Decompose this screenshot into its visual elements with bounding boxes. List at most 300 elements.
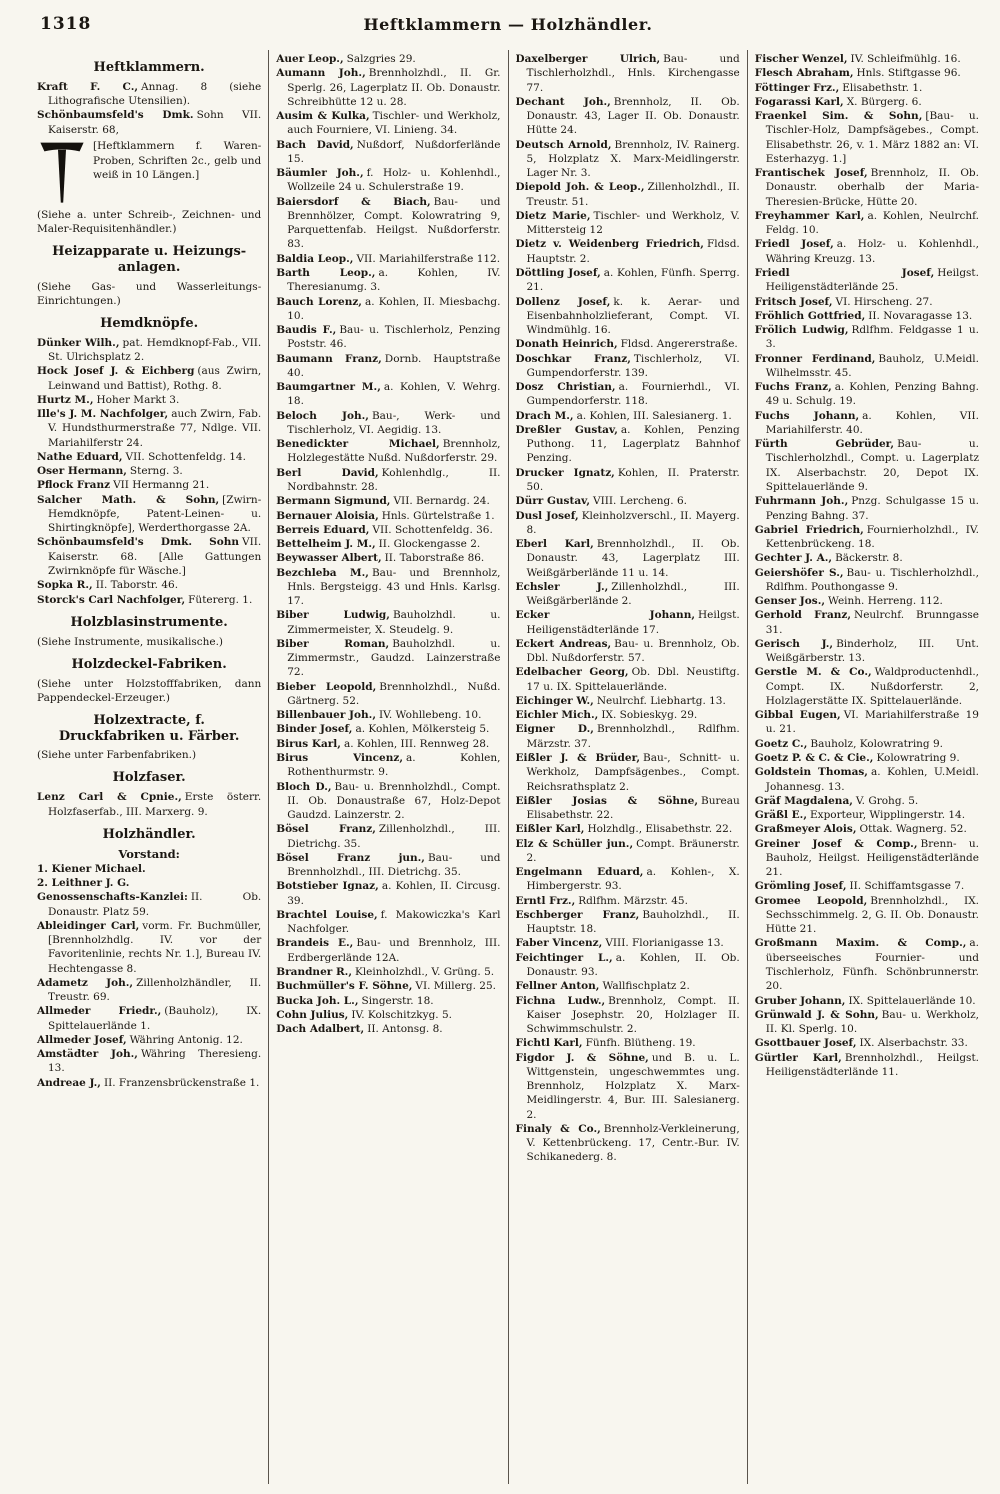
entry-name: Berl David, bbox=[276, 466, 379, 479]
directory-entry bbox=[276, 66, 500, 109]
entry-detail: II. Novaragasse 13. bbox=[868, 309, 973, 322]
directory-entry bbox=[516, 423, 740, 466]
entry-name: Schönbaumsfeld's Dmk. Sohn bbox=[37, 536, 240, 549]
directory-entry bbox=[755, 637, 979, 666]
directory-entry bbox=[755, 266, 979, 295]
column-4 bbox=[747, 50, 986, 1484]
directory-entry bbox=[37, 1047, 261, 1076]
entry-name: Binder Josef, bbox=[276, 723, 353, 736]
tack-icon bbox=[38, 141, 86, 205]
directory-entry bbox=[755, 894, 979, 937]
entry-name: Schönbaumsfeld's Dmk. bbox=[37, 109, 194, 122]
entry-name: Cohn Julius, bbox=[276, 1008, 349, 1021]
directory-entry bbox=[755, 352, 979, 381]
entry-detail: VII. Schottenfeldg. 36. bbox=[372, 523, 493, 536]
directory-entry bbox=[755, 66, 979, 80]
directory-entry bbox=[37, 493, 261, 536]
directory-entry bbox=[516, 865, 740, 894]
directory-entry bbox=[276, 936, 500, 965]
directory-entry bbox=[755, 1008, 979, 1037]
entry-name: Föttinger Frz., bbox=[754, 81, 840, 94]
entry-name: Donath Heinrich, bbox=[515, 338, 618, 351]
entry-name: Gechter J. A., bbox=[754, 552, 833, 565]
entry-name: Diepold Joh. & Leop., bbox=[515, 181, 645, 194]
entry-name: Fronner Ferdinand, bbox=[754, 352, 876, 365]
directory-entry bbox=[276, 509, 500, 523]
entry-detail: Bau- und Tischlerholzhdl., Hnls. Kirchengasse 77. bbox=[526, 53, 740, 94]
entry-name: Erntl Frz., bbox=[515, 894, 576, 907]
entry-detail: Compt. Bräunerstr. 2. bbox=[526, 837, 740, 864]
directory-entry bbox=[516, 794, 740, 823]
entry-name: Edelbacher Georg, bbox=[515, 666, 629, 679]
directory-entry bbox=[516, 994, 740, 1037]
directory-entry bbox=[516, 537, 740, 580]
directory-entry bbox=[276, 1008, 500, 1022]
directory-entry bbox=[276, 780, 500, 823]
directory-entry bbox=[37, 876, 261, 890]
entry-name: Gräßl E., bbox=[754, 809, 807, 822]
entry-name: Dosz Christian, bbox=[515, 381, 616, 394]
entry-detail: Fournierholzhdl., IV. Kettenbrückeng. 18. bbox=[765, 523, 979, 551]
page-title: Heftklammern — Holzhändler. bbox=[363, 15, 653, 34]
entry-detail: IX. Spittelauerlände 10. bbox=[848, 994, 976, 1007]
entry-detail: Bau- u. Tischlerholzhdl., Rdlfhm. Pouthongasse 9. bbox=[765, 566, 979, 593]
entry-detail: Bauholzhdl. u. Zimmermstr., Gaudzd. Lainzerstraße 72. bbox=[287, 637, 501, 679]
entry-name: Benedickter Michael, bbox=[276, 438, 440, 451]
entry-name: Kraft F. C., bbox=[37, 80, 139, 93]
entry-detail: Brennholzhdl., Nußd. Gärtnerg. 52. bbox=[287, 680, 501, 707]
directory-entry bbox=[276, 637, 500, 680]
entry-detail: Brennholz, II. Ob. Donaustr. oberhalb der Maria-Theresien-Brücke, Hütte 20. bbox=[765, 167, 979, 208]
entry-detail: a. Kohlen, Neulrchf. Feldg. 10. bbox=[765, 209, 979, 237]
directory-entry bbox=[516, 1051, 740, 1122]
directory-entry bbox=[37, 450, 261, 464]
entry-name: Brandner R., bbox=[276, 966, 352, 978]
directory-entry bbox=[37, 108, 261, 137]
entry-detail: Zillenholzhdl., III. Weißgärberlände 2. bbox=[526, 580, 740, 608]
entry-name: 1. Kiener Michael. bbox=[37, 862, 146, 875]
entry-name: Eißler Josias & Söhne, bbox=[515, 794, 699, 807]
entry-detail: Neulrchf. Brunngasse 31. bbox=[765, 609, 979, 636]
entry-detail: Fütererg. 1. bbox=[188, 593, 253, 606]
entry-name: Fichna Ludw., bbox=[515, 994, 606, 1007]
directory-entry bbox=[755, 494, 979, 523]
directory-entry bbox=[37, 535, 261, 578]
entry-detail: Elisabethstr. 1. bbox=[842, 81, 923, 94]
entry-name: Faber Vincenz, bbox=[515, 937, 603, 950]
directory-entry bbox=[516, 337, 740, 351]
directory-entry bbox=[276, 751, 500, 780]
section-heading: Heizapparate u. Heizungs-anlagen. bbox=[52, 244, 247, 275]
directory-entry bbox=[516, 52, 740, 95]
entry-detail: Bauholzhdl. u. Zimmermeister, X. Steudelg. 9. bbox=[287, 609, 501, 636]
directory-entry bbox=[276, 1022, 500, 1036]
entry-detail: Hnls. Gürtelstraße 1. bbox=[381, 509, 495, 522]
entry-name: Gerhold Franz, bbox=[754, 609, 852, 622]
entry-detail: Brennholzhdl., II. Gr. Sperlg. 26, Lagerplatz II. Ob. Donaustr. Schreibhütte 12 u. 28. bbox=[287, 67, 501, 108]
directory-entry bbox=[37, 1033, 261, 1047]
directory-entry bbox=[37, 919, 261, 976]
directory-entry bbox=[276, 437, 500, 466]
entry-detail: a. Kohlen, III. Rennweg 28. bbox=[343, 737, 490, 750]
entry-name: Dusl Josef, bbox=[515, 509, 579, 522]
directory-entry bbox=[755, 295, 979, 309]
entry-name: Engelmann Eduard, bbox=[515, 866, 644, 879]
entry-detail: Brennholz, Holzlegestätte Nußd. Nußdorferstr. 29. bbox=[287, 438, 501, 465]
entry-name: Fuhrmann Joh., bbox=[754, 495, 849, 508]
entry-name: Gabriel Friedrich, bbox=[754, 523, 864, 536]
entry-detail: Bau- u. Brennholz, Ob. Dbl. Nußdorferstr. 57. bbox=[526, 637, 740, 665]
entry-detail: Singerstr. 18. bbox=[361, 994, 434, 1007]
entry-detail: a. Kohlen, U.Meidl. Johannesg. 13. bbox=[765, 766, 979, 793]
entry-name: Daxelberger Ulrich, bbox=[515, 53, 661, 65]
directory-entry bbox=[276, 323, 500, 352]
entry-name: Dechant Joh., bbox=[515, 95, 611, 108]
entry-detail: Ob. Dbl. Neustiftg. 17 u. IX. Spittelauerlände. bbox=[526, 666, 740, 693]
entry-name: Auer Leop., bbox=[276, 53, 344, 65]
entry-detail: Sohn VII. Kaiserstr. 68, bbox=[48, 109, 262, 136]
entry-name: Freyhammer Karl, bbox=[754, 209, 865, 222]
directory-entry bbox=[276, 109, 500, 138]
entry-detail: II. Glockengasse 2. bbox=[378, 538, 481, 551]
directory-entry bbox=[755, 323, 979, 352]
entry-name: Eigner D., bbox=[515, 723, 594, 736]
entry-name: Drach M., bbox=[515, 409, 574, 422]
entry-name: Deutsch Arnold, bbox=[515, 138, 612, 151]
entry-name: Salcher Math. & Sohn, bbox=[37, 493, 220, 506]
directory-entry bbox=[516, 708, 740, 722]
directory-entry bbox=[276, 879, 500, 908]
entry-detail: Hnls. Stiftgasse 96. bbox=[856, 67, 961, 80]
entry-name: Bauch Lorenz, bbox=[276, 295, 362, 308]
entry-detail: Brennholz, II. Ob. Donaustr. 43, Lager II. Ob. Donaustr. Hütte 24. bbox=[526, 95, 740, 137]
directory-entry bbox=[37, 976, 261, 1005]
entry-detail: Bau- u. Brennholzhdl., Compt. II. Ob. Donaustraße 67, Holz-Depot Gaudzd. Lainzerstr. 2. bbox=[287, 780, 501, 822]
entry-detail: Kolowratring 9. bbox=[876, 752, 960, 765]
directory-entry bbox=[516, 951, 740, 980]
entry-name: Dietz Marie, bbox=[515, 209, 591, 222]
entry-detail: a. Kohlen, Fünfh. Sperrg. 21. bbox=[526, 266, 740, 294]
directory-entry bbox=[276, 409, 500, 438]
directory-entry bbox=[276, 737, 500, 751]
entry-name: Fraenkel Sim. & Sohn, bbox=[754, 110, 923, 123]
entry-detail: Bureau Elisabethstr. 22. bbox=[526, 794, 740, 822]
directory-entry bbox=[276, 266, 500, 295]
directory-entry bbox=[37, 790, 261, 819]
entry-detail: Bauholzhdl., II. Hauptstr. 18. bbox=[526, 908, 740, 936]
directory-entry bbox=[516, 380, 740, 409]
entry-name: Goldstein Thomas, bbox=[754, 766, 868, 779]
entry-detail: Exporteur, Wipplingerstr. 14. bbox=[810, 809, 966, 822]
directory-entry bbox=[37, 364, 261, 393]
entry-name: Döttling Josef, bbox=[515, 266, 601, 279]
entry-detail: Bau- und Brennholz, Hnls. Bergsteigg. 43 und Hnls. Karlsg. 17. bbox=[287, 566, 501, 608]
entry-detail: II. Schiffamtsgasse 7. bbox=[849, 880, 965, 893]
entry-name: Großmann Maxim. & Comp., bbox=[754, 937, 967, 950]
entry-name: Bernauer Aloisia, bbox=[276, 509, 379, 522]
column-3 bbox=[508, 50, 747, 1484]
directory-entry bbox=[755, 566, 979, 595]
entry-detail: VI. Mariahilferstraße 19 u. 21. bbox=[765, 709, 979, 736]
page-number: 1318 bbox=[40, 14, 92, 34]
directory-entry bbox=[276, 908, 500, 937]
entry-detail: Tischler- und Werkholz, V. Mittersteig 12 bbox=[526, 209, 740, 237]
entry-detail: Bau- u. Tischlerholzhdl., Compt. u. Lagerplatz IX. Alserbachstr. 20, Depot IX. Spittelauerlände 9. bbox=[765, 438, 979, 493]
directory-entry bbox=[276, 979, 500, 993]
entry-name: Baudis F., bbox=[276, 324, 337, 337]
entry-name: Graßmeyer Alois, bbox=[754, 823, 857, 836]
directory-entry bbox=[755, 81, 979, 95]
entry-detail: Fünfh. Blütheng. 19. bbox=[585, 1037, 696, 1050]
entry-name: Frölich Ludwig, bbox=[754, 324, 849, 337]
directory-entry bbox=[276, 537, 500, 551]
section-heading: Holzfaser. bbox=[112, 770, 186, 786]
directory-entry bbox=[755, 751, 979, 765]
entry-detail: Währing Antonig. 12. bbox=[129, 1033, 243, 1046]
directory-entry bbox=[276, 965, 500, 979]
entry-name: Baldia Leop., bbox=[276, 252, 354, 265]
entry-detail: Brennholz, IV. Rainerg. 5, Holzplatz X. Marx-Meidlingerstr. Lager Nr. 3. bbox=[526, 138, 740, 180]
section-heading: Hemdknöpfe. bbox=[100, 315, 199, 331]
entry-name: Genser Jos., bbox=[754, 595, 826, 608]
entry-detail: k. k. Aerar- und Eisenbahnholzlieferant, Compt. VI. Windmühlg. 16. bbox=[526, 295, 740, 337]
entry-name: Biber Ludwig, bbox=[276, 609, 390, 622]
directory-entry bbox=[755, 109, 979, 166]
entry-name: Bösel Franz, bbox=[276, 823, 376, 836]
entry-name: Fellner Anton, bbox=[515, 980, 600, 993]
entry-name: Gruber Johann, bbox=[754, 994, 846, 1007]
entry-name: Bach David, bbox=[276, 138, 354, 151]
entry-detail: Rdlfhm. Märzstr. 45. bbox=[578, 894, 688, 907]
entry-detail: Pnzg. Schulgasse 15 u. Penzing Bahng. 37. bbox=[765, 495, 980, 522]
entry-detail: VII. Schottenfeldg. 14. bbox=[125, 450, 246, 463]
entry-name: Birus Karl, bbox=[276, 737, 341, 750]
entry-detail: [Bau- u. Tischler-Holz, Dampfsägebes., Compt. Elisabethstr. 26, v. 1. März 1882 an: VI. Esterhazyg. 1.] bbox=[765, 110, 979, 165]
entry-name: Fogarassi Karl, bbox=[754, 95, 844, 108]
directory-entry bbox=[276, 851, 500, 880]
directory-entry bbox=[276, 295, 500, 324]
entry-name: Storck's Carl Nachfolger, bbox=[37, 593, 186, 606]
directory-entry bbox=[276, 380, 500, 409]
directory-entry bbox=[755, 808, 979, 822]
entry-detail: Brennholz, Compt. II. Kaiser Josephstr. 20, Holzlager II. Schwimmschulstr. 2. bbox=[526, 994, 740, 1036]
entry-detail: [Zwirn-Hemdknöpfe, Patent-Leinen- u. Shirtingknöpfe], Werderthorgasse 2A. bbox=[48, 493, 262, 535]
directory-entry bbox=[516, 1036, 740, 1050]
entry-detail: Hoher Markt 3. bbox=[96, 393, 180, 406]
section-heading: Holzhändler. bbox=[102, 826, 196, 842]
entry-name: Ausim & Kulka, bbox=[276, 110, 370, 123]
directory-entry bbox=[276, 608, 500, 637]
directory-entry bbox=[755, 879, 979, 893]
directory-entry bbox=[516, 509, 740, 538]
directory-entry bbox=[276, 252, 500, 266]
entry-detail: Bau- und Brennholz, III. Erdbergerlände 12A. bbox=[287, 937, 501, 964]
entry-name: Bäumler Joh., bbox=[276, 167, 364, 180]
entry-detail: und B. u. L. Wittgenstein, ungeschwemmtes ung. Brennholz, Holzplatz X. Marx-Meidlingerstr. 4, Bur. III. Salesianerg. 2. bbox=[526, 1051, 740, 1121]
entry-name: Bettelheim J. M., bbox=[276, 538, 376, 551]
entry-name: Feichtinger L., bbox=[515, 951, 613, 964]
entry-detail: Bau-, Werk- und Tischlerholz, VI. Aegidig. 13. bbox=[287, 409, 501, 436]
entry-name: Eschberger Franz, bbox=[515, 908, 640, 921]
entry-detail: Brennholzhdl., IX. Sechsschimmelg. 2, G. II. Ob. Donaustr. Hütte 21. bbox=[765, 894, 980, 936]
entry-name: Allmeder Josef, bbox=[37, 1033, 127, 1046]
entry-detail: Bau- u. Werkholz, II. Kl. Sperlg. 10. bbox=[765, 1008, 979, 1036]
entry-name: Dürr Gustav, bbox=[515, 495, 591, 508]
column-2 bbox=[268, 50, 507, 1484]
entry-name: Brachtel Louise, bbox=[276, 908, 378, 921]
entry-name: Bermann Sigmund, bbox=[276, 495, 391, 508]
entry-name: Gräf Magdalena, bbox=[754, 794, 853, 807]
directory-entry bbox=[755, 708, 979, 737]
directory-entry bbox=[755, 737, 979, 751]
entry-detail: II. Ob. Donaustr. Platz 59. bbox=[48, 891, 262, 918]
entry-detail: Kleinholzhdl., V. Grüng. 5. bbox=[354, 966, 495, 978]
entry-detail: VIII. Florianigasse 13. bbox=[605, 937, 724, 950]
entry-detail: Dornb. Hauptstraße 40. bbox=[287, 352, 501, 379]
entry-detail: a. Kohlen, Mölkersteig 5. bbox=[355, 723, 490, 736]
directory-entry bbox=[516, 1122, 740, 1165]
entry-name: Andreae J., bbox=[37, 1076, 101, 1089]
entry-detail: VII. Bernardg. 24. bbox=[393, 495, 490, 508]
cross-reference-note: (Siehe Gas- und Wasserleitungs-Einrichtungen.) bbox=[37, 280, 262, 307]
directory-entry bbox=[516, 295, 740, 338]
entry-detail: vorm. Fr. Buchmüller, [Brennholzhdlg. IV. vor der Favoritenlinie, rechts Nr. 1.], Bureau IV. Hechtengasse 8. bbox=[48, 919, 262, 975]
directory-entry bbox=[516, 936, 740, 950]
directory-entry bbox=[755, 1036, 979, 1050]
entry-detail: Brennholz-Verkleinerung, V. Kettenbrückeng. 17, Centr.-Bur. IV. Schikanederg. 8. bbox=[526, 1122, 740, 1164]
entry-detail: Zillenholzhdl., II. Treustr. 51. bbox=[526, 181, 740, 208]
directory-entry bbox=[37, 1004, 261, 1033]
directory-entry bbox=[276, 494, 500, 508]
directory-entry bbox=[516, 751, 740, 794]
entry-detail: a. Kohlen, II. Ob. Donaustr. 93. bbox=[526, 951, 740, 978]
entry-detail: Währing Theresieng. 13. bbox=[48, 1048, 262, 1075]
entry-detail: (aus Zwirn, Leinwand und Battist), Rothg. 8. bbox=[48, 365, 262, 392]
entry-name: Beloch Joh., bbox=[276, 409, 369, 422]
entry-detail: X. Bürgerg. 6. bbox=[846, 95, 922, 108]
entry-name: Allmeder Friedr., bbox=[37, 1005, 162, 1018]
entry-name: Friedl Josef, bbox=[754, 238, 834, 251]
entry-name: Baiersdorf & Biach, bbox=[276, 195, 431, 208]
directory-entry bbox=[755, 52, 979, 66]
entry-detail: Kohlen, II. Praterstr. 50. bbox=[526, 466, 740, 493]
sub-heading: Vorstand: bbox=[118, 846, 180, 861]
directory-entry bbox=[276, 566, 500, 609]
directory-entry bbox=[516, 494, 740, 508]
directory-entry bbox=[276, 680, 500, 709]
entry-detail: a. Kohlen, II. Miesbachg. 10. bbox=[287, 295, 501, 322]
entry-name: Lenz Carl & Cpnie., bbox=[37, 791, 182, 804]
directory-entry bbox=[755, 765, 979, 794]
directory-entry bbox=[755, 523, 979, 552]
directory-entry bbox=[516, 694, 740, 708]
entry-name: Sopka R., bbox=[37, 579, 93, 592]
entry-name: 2. Leithner J. G. bbox=[37, 877, 130, 889]
entry-name: Fichtl Karl, bbox=[515, 1037, 583, 1050]
entry-name: Grünwald J. & Sohn, bbox=[754, 1008, 879, 1021]
directory-entry bbox=[755, 594, 979, 608]
directory-entry bbox=[37, 80, 261, 109]
section-heading: Heftklammern. bbox=[93, 60, 205, 75]
entry-name: Botstieber Ignaz, bbox=[276, 880, 379, 893]
directory-entry bbox=[755, 994, 979, 1008]
entry-name: Fritsch Josef, bbox=[754, 295, 833, 308]
entry-detail: Brennholzhdl., Heilgst. Heiligenstädterlände 11. bbox=[765, 1051, 980, 1078]
entry-name: Hock Josef J. & Eichberg bbox=[37, 365, 195, 378]
directory-entry bbox=[37, 336, 261, 365]
entry-detail: Bau-, Schnitt- u. Werkholz, Dampfsägenbes., Compt. Reichsrathsplatz 2. bbox=[526, 752, 740, 793]
entry-name: Eißler Karl, bbox=[515, 823, 585, 836]
entry-detail: Fldsd. Angererstraße. bbox=[620, 338, 738, 351]
entry-detail: Bau- u. Tischlerholz, Penzing Poststr. 46. bbox=[287, 324, 501, 351]
directory-entry bbox=[516, 580, 740, 609]
entry-name: Dreßler Gustav, bbox=[515, 423, 618, 436]
entry-name: Dünker Wilh., bbox=[37, 336, 120, 349]
entry-detail: pat. Hemdknopf-Fab., VII. St. Ulrichsplatz 2. bbox=[48, 336, 262, 364]
entry-name: Ille's J. M. Nachfolger, bbox=[37, 408, 169, 421]
entry-name: Pflock Franz bbox=[37, 479, 111, 492]
entry-detail: Brennholzhdl., II. Ob. Donaustr. 43, Lagerplatz III. Weißgärberlände 11 u. 14. bbox=[526, 538, 740, 579]
directory-entry bbox=[516, 95, 740, 138]
directory-entry bbox=[755, 237, 979, 266]
entry-name: Flesch Abraham, bbox=[754, 67, 854, 80]
entry-name: Elz & Schüller jun., bbox=[515, 837, 634, 850]
entry-detail: Bauholz, U.Meidl. Wilhelmsstr. 45. bbox=[765, 352, 979, 379]
directory-entry bbox=[276, 551, 500, 565]
entry-name: Gerisch J., bbox=[754, 637, 834, 650]
entry-name: Beywasser Albert, bbox=[276, 552, 382, 565]
entry-detail: Neulrchf. Liebhartg. 13. bbox=[596, 694, 726, 707]
directory-entry bbox=[755, 409, 979, 438]
entry-name: Greiner Josef & Comp., bbox=[754, 837, 918, 850]
directory-entry bbox=[755, 551, 979, 565]
entry-detail: Waldproductenhdl., Compt. IX. Nußdorferstr. 2, Holzlagerstätte IX. Spittelauerlände. bbox=[765, 666, 979, 707]
entry-detail: VI. Millerg. 25. bbox=[415, 980, 496, 993]
entry-detail: a. Holz- u. Kohlenhdl., Währing Kreuzg. 13. bbox=[765, 238, 980, 265]
entry-detail: Heilgst. Heiligenstädterlände 25. bbox=[765, 266, 979, 294]
directory-entry bbox=[516, 979, 740, 993]
entry-name: Finaly & Co., bbox=[515, 1122, 601, 1135]
entry-name: Goetz P. & C. & Cie., bbox=[754, 752, 874, 765]
entry-detail: Zillenholzhdl., III. Dietrichg. 35. bbox=[287, 823, 501, 850]
entry-detail: Ottak. Wagnerg. 52. bbox=[859, 823, 967, 836]
entry-detail: VII. Kaiserstr. 68. [Alle Gattungen Zwirnknöpfe für Wäsche.] bbox=[48, 536, 262, 577]
directory-entry bbox=[516, 138, 740, 181]
entry-name: Fischer Wenzel, bbox=[754, 53, 848, 65]
directory-entry bbox=[755, 837, 979, 880]
page-header bbox=[30, 10, 986, 46]
entry-detail: a. Fournierhdl., VI. Gumpendorferstr. 118. bbox=[526, 381, 740, 408]
directory-entry bbox=[37, 593, 261, 607]
directory-entry bbox=[755, 309, 979, 323]
entry-detail: a. Kohlen, Penzing Bahng. 49 u. Schulg. 19. bbox=[765, 381, 980, 408]
entry-detail: Bäckerstr. 8. bbox=[835, 552, 903, 565]
entry-detail: Kleinholzverschl., II. Mayerg. 8. bbox=[526, 509, 740, 536]
directory-entry bbox=[755, 166, 979, 209]
directory-entry bbox=[276, 466, 500, 495]
entry-detail: VIII. Lercheng. 6. bbox=[593, 495, 687, 508]
entry-detail: a. Kohlen, II. Circusg. 39. bbox=[287, 880, 501, 907]
columns-container bbox=[30, 50, 986, 1484]
entry-name: Fuchs Johann, bbox=[754, 409, 860, 422]
directory-entry bbox=[755, 794, 979, 808]
entry-name: Oser Hermann, bbox=[37, 465, 127, 478]
directory-entry bbox=[755, 822, 979, 836]
entry-detail: Sterng. 3. bbox=[129, 465, 183, 478]
directory-entry bbox=[276, 52, 500, 66]
entry-detail: VII Hermanng 21. bbox=[113, 479, 210, 492]
entry-name: Dollenz Josef, bbox=[515, 295, 611, 308]
